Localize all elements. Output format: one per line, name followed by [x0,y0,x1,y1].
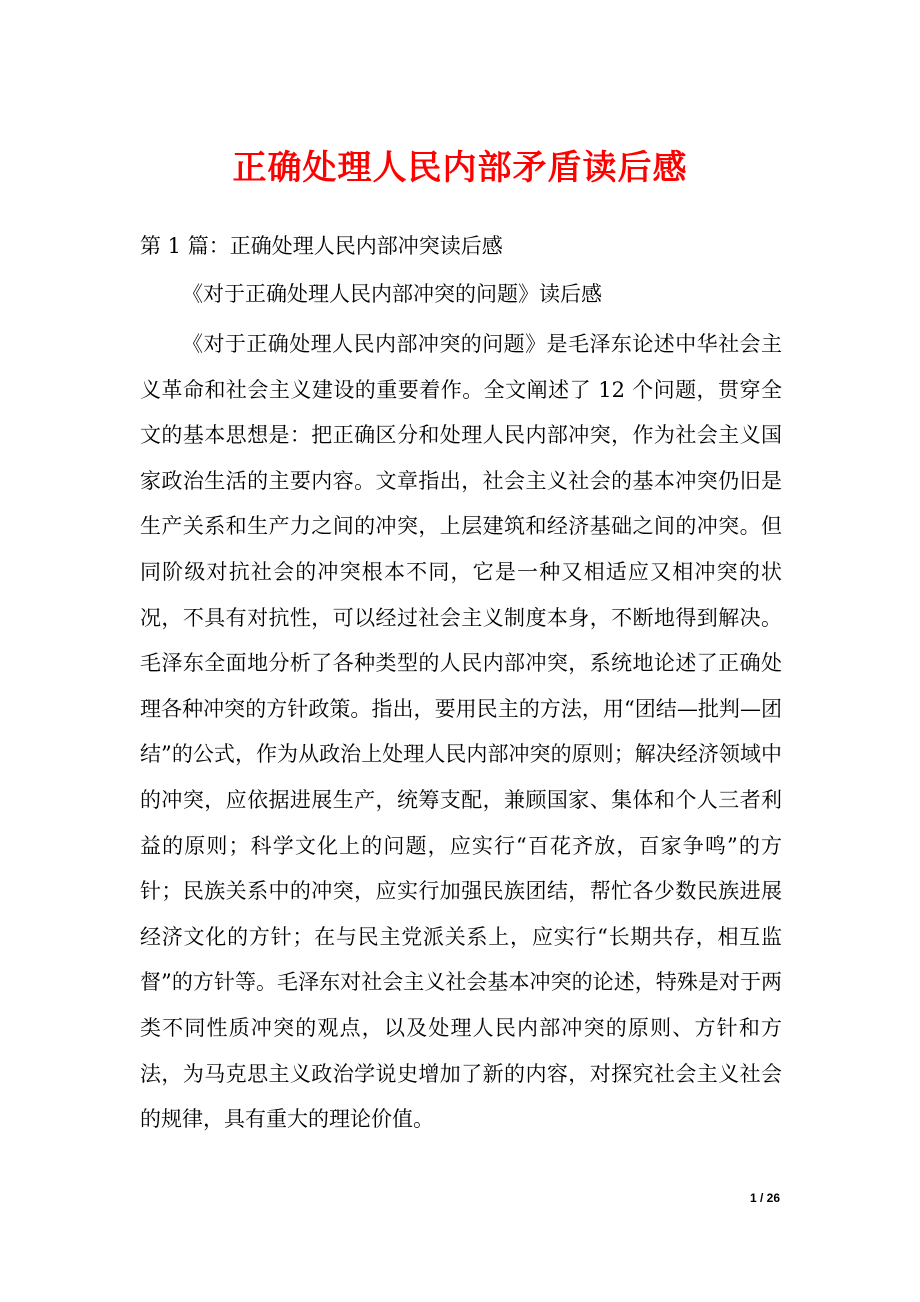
section-heading: 第 1 篇：正确处理人民内部冲突读后感 [140,234,503,258]
document-title: 正确处理人民内部矛盾读后感 [232,148,688,188]
sub-heading: 《对于正确处理人民内部冲突的问题》读后感 [182,282,602,306]
page-number: 1 / 26 [749,1191,780,1205]
body-paragraph: 《对于正确处理人民内部冲突的问题》是毛泽东论述中华社会主义革命和社会主义建设的重要着作。全文阐述了 12 个问题，贯穿全文的基本思想是：把正确区分和处理人民内部冲突，作为社会主义国家政治生活的主要内容。文章指出，社会主义社会的基本冲突仍旧是生产关系和生产力之间的冲突，上层建筑和经济基础之间的冲突。但同阶级对抗社会的冲突根本不同，它是一种又相适应又相冲突的状况，不具有对抗性，可以经过社会主义制度本身，不断地得到解决。毛泽东全面地分析了各种类型的人民内部冲突，系统地论述了正确处理各种冲突的方针政策。指出，要用民主的方法，用“团结—批判—团结”的公式，作为从政治上处理人民内部冲突的原则；解决经济领域中的冲突，应依据进展生产，统筹支配，兼顾国家、集体和个人三者利益的原则；科学文化上的问题，应实行“百花齐放，百家争鸣”的方针；民族关系中的冲突，应实行加强民族团结，帮忙各少数民族进展经济文化的方针；在与民主党派关系上，应实行“长期共存，相互监督”的方针等。毛泽东对社会主义社会基本冲突的论述，特殊是对于两类不同性质冲突的观点，以及处理人民内部冲突的原则、方针和方法，为马克思主义政治学说史增加了新的内容，对探究社会主义社会的规律，具有重大的理论价值。 [140,332,782,1132]
